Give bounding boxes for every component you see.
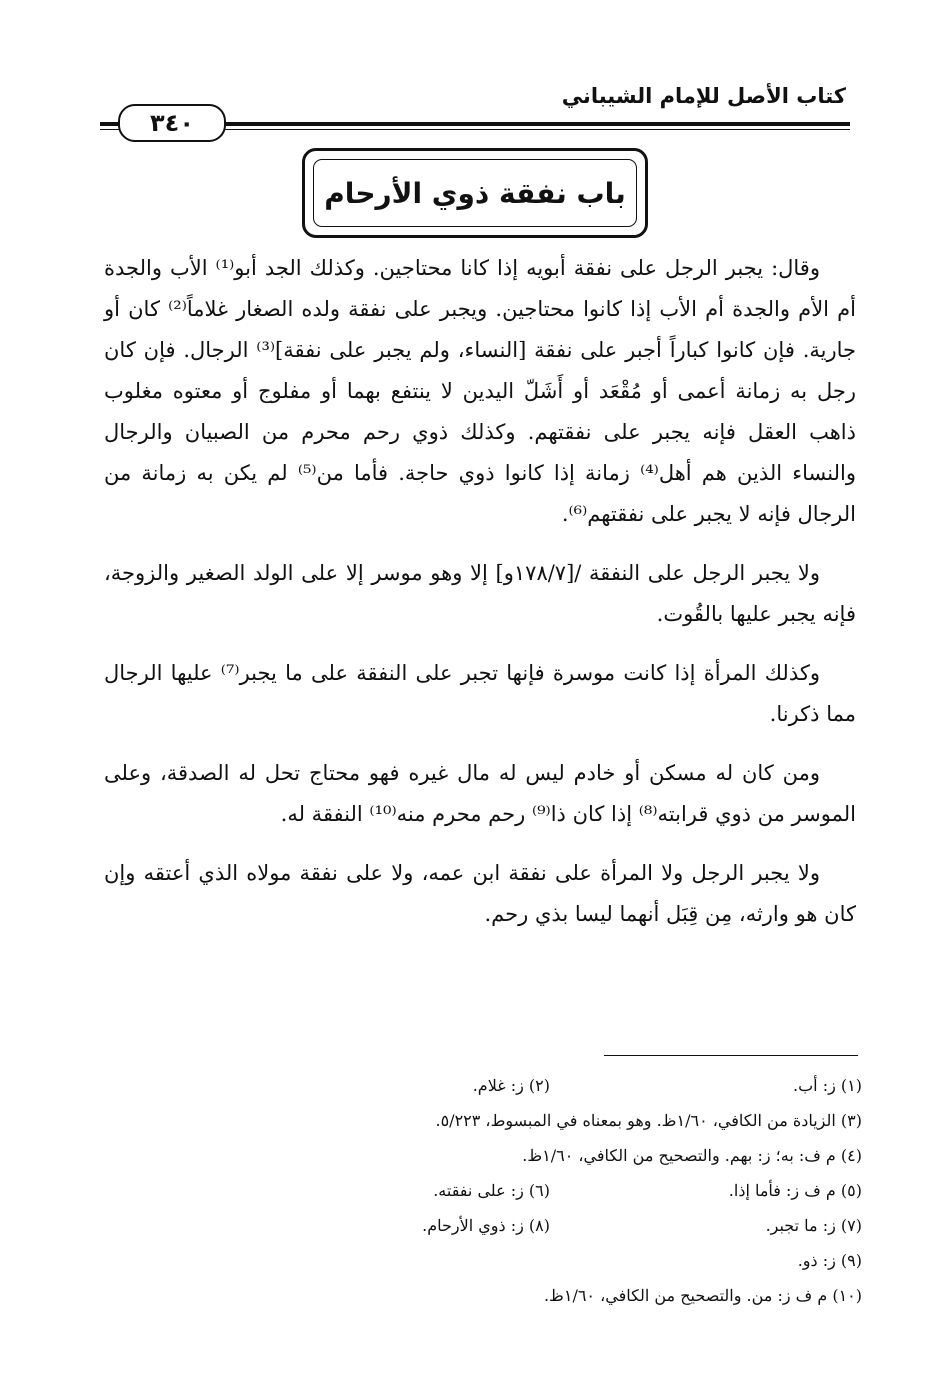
running-head-book-title: كتاب الأصل للإمام الشيباني (561, 84, 846, 108)
footnote: (١) ز: أب. (793, 1076, 862, 1095)
footnote: (١٠) م ف ز: من. والتصحيح من الكافي، ١/٦٠ظ. (543, 1286, 862, 1305)
paragraph: ولا يجبر الرجل ولا المرأة على نفقة ابن عمه، ولا على نفقة مولاه الذي أعتقه وإن كان هو وارثه، مِن قِبَل أنهما ليسا بذي رحم. (104, 861, 856, 926)
footnote-separator (604, 1055, 858, 1056)
paragraph: ولا يجبر الرجل على النفقة /[١٧٨/٧و] إلا وهو موسر إلا على الولد الصغير والزوجة، فإنه يجبر عليها بالقُوت. (104, 561, 856, 626)
footnote: (٢) ز: غلام. (472, 1076, 550, 1095)
paragraph: ومن كان له مسكن أو خادم ليس له مال غيره فهو محتاج تحل له الصدقة، وعلى الموسر من ذوي قرابته⁽⁸⁾ إذا كان ذا⁽⁹⁾ رحم محرم منه⁽¹⁰⁾ النفقة له. (104, 761, 856, 826)
chapter-title-frame (302, 148, 648, 238)
footnote-row (230, 1243, 862, 1278)
footnote-row (230, 1278, 862, 1313)
footnote: (٦) ز: على نفقته. (433, 1181, 550, 1200)
footnote-row (230, 1068, 862, 1103)
footnote: (٩) ز: ذو. (797, 1251, 862, 1270)
page-header (100, 78, 850, 138)
footnote: (٧) ز: ما تجبر. (765, 1216, 862, 1235)
footnote-row (230, 1103, 862, 1138)
chapter-title-inner-frame (313, 159, 637, 227)
footnote-row (230, 1138, 862, 1173)
footnote-row (230, 1208, 862, 1243)
footnote: (٥) م ف ز: فأما إذا. (728, 1181, 862, 1200)
chapter-title: باب نفقة ذوي الأرحام (324, 176, 626, 210)
paragraph: وكذلك المرأة إذا كانت موسرة فإنها تجبر على النفقة على ما يجبر⁽⁷⁾ عليها الرجال مما ذكرنا. (104, 661, 856, 726)
footnote-row (230, 1173, 862, 1208)
footnote: (٤) م ف: به؛ ز: بهم. والتصحيح من الكافي، ١/٦٠ظ. (522, 1146, 862, 1165)
footnote: (٣) الزيادة من الكافي، ١/٦٠ظ. وهو بمعناه في المبسوط، ٥/٢٢٣. (435, 1111, 862, 1130)
footnotes (230, 1068, 862, 1313)
paragraph: وقال: يجبر الرجل على نفقة أبويه إذا كانا محتاجين. وكذلك الجد أبو⁽¹⁾ الأب والجدة أم الأم والجدة أم الأب إذا كانوا محتاجين. ويجبر على نفقة ولده الصغار غلاماً⁽²⁾ كان أو جارية. فإن كانوا كباراً أجبر على نفقة [النساء، ولم يجبر على نفقة]⁽³⁾ الرجال. فإن كان رجل به زمانة أعمى أو مُقْعَد أو أَشَلّ اليدين لا ينتفع بهما أو مفلوج أو معتوه مغلوب ذاهب العقل فإنه يجبر على نفقتهم. وكذلك ذوي رحم محرم من الصبيان والرجال والنساء الذين هم أهل⁽⁴⁾ زمانة إذا كانوا ذوي حاجة. فأما من⁽⁵⁾ لم يكن به زمانة من الرجال فإنه لا يجبر على نفقتهم⁽⁶⁾. (104, 256, 856, 526)
page-number: ٣٤٠ (118, 104, 226, 142)
footnote: (٨) ز: ذوي الأرحام. (422, 1216, 550, 1235)
main-text (104, 248, 856, 953)
